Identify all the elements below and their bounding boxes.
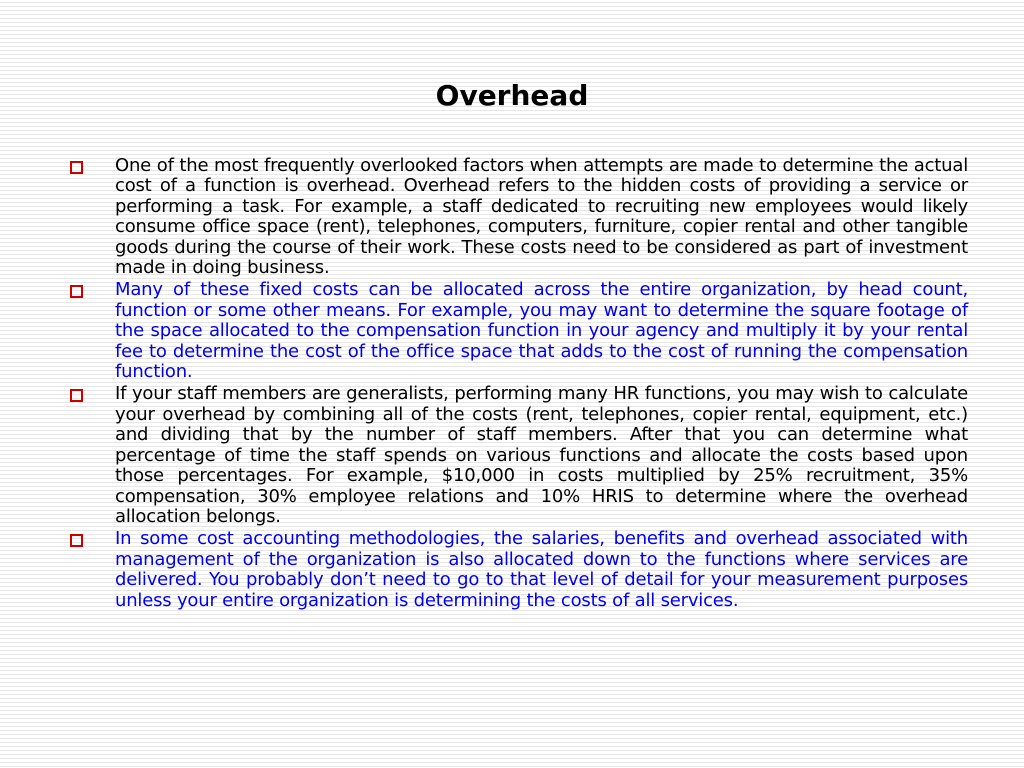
hollow-square-bullet-icon	[70, 161, 83, 174]
hollow-square-bullet-icon	[70, 389, 83, 402]
bullet-text: If your staff members are generalists, performing many HR functions, you may wish to calculate your overhead by combining all of the costs (rent, telephones, copier rental, equipment, etc.) and dividing that by the number of staff members. After that you can determine what percentage of time the staff spends on various functions and allocate the costs based upon those percentages. For example, $10,000 in costs multiplied by 25% recruitment, 35% compensation, 30% employee relations and 10% HRIS to determine where the overhead allocation belongs.	[115, 383, 968, 527]
bullet-text: Many of these fixed costs can be allocated across the entire organization, by head count, function or some other means. For example, you may want to determine the square footage of the space allocated to the compensation function in your agency and multiply it by your rental fee to determine the cost of the office space that adds to the cost of running the compensation function.	[115, 279, 968, 383]
bullet-item	[68, 280, 968, 382]
bullet-item	[68, 156, 968, 278]
bullet-text: One of the most frequently overlooked factors when attempts are made to determine the actual cost of a function is overhead. Overhead refers to the hidden costs of providing a service or performing a task. For example, a staff dedicated to recruiting new employees would likely consume office space (rent), telephones, computers, furniture, copier rental and other tangible goods during the course of their work. These costs need to be considered as part of investment made in doing business.	[115, 155, 968, 279]
bullet-list	[68, 156, 968, 613]
hollow-square-bullet-icon	[70, 285, 83, 298]
bullet-item	[68, 529, 968, 611]
bullet-item	[68, 384, 968, 527]
bullet-text: In some cost accounting methodologies, the salaries, benefits and overhead associated with management of the organization is also allocated down to the functions where services are delivered. You probably don’t need to go to that level of detail for your measurement purposes unless your entire organization is determining the costs of all services.	[115, 528, 968, 611]
slide-title: Overhead	[435, 79, 589, 112]
hollow-square-bullet-icon	[70, 534, 83, 547]
